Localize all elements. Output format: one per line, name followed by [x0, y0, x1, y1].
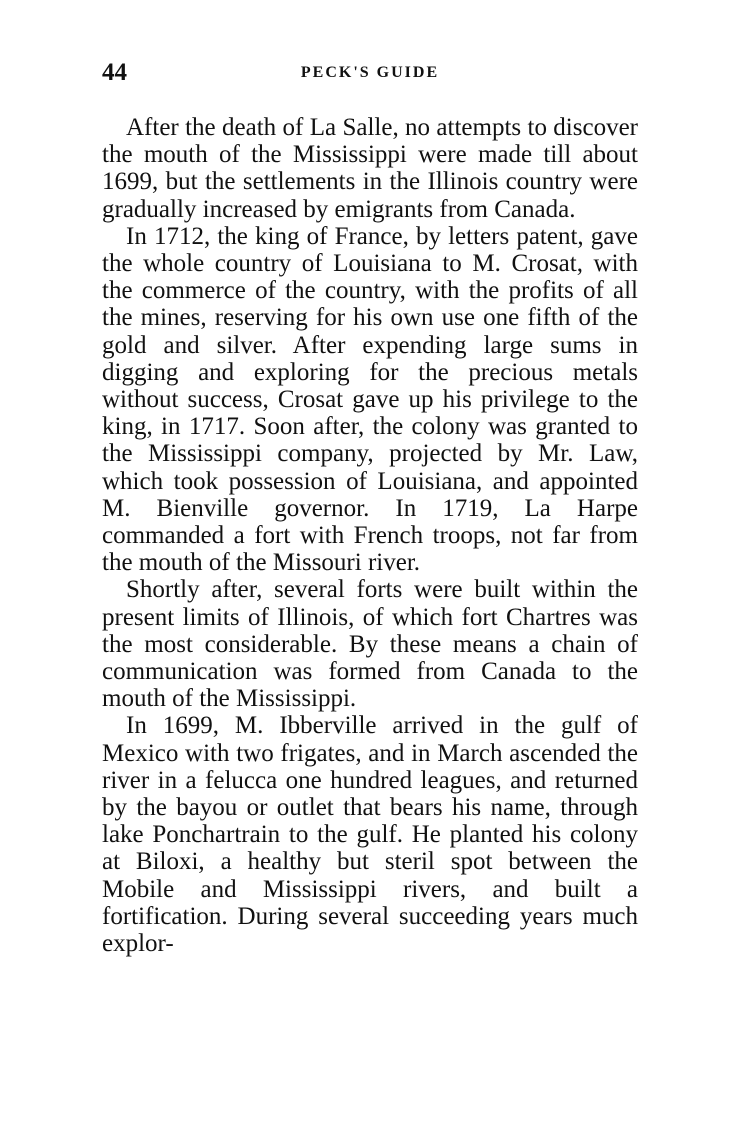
paragraph: After the death of La Salle, no attempts to discover the mouth of the Mississippi were made till about 1699, but the settlements in the Illinois country were gradually increased by emigrants from Canada.: [102, 114, 638, 223]
page-header: [102, 58, 638, 92]
running-head: PECK'S GUIDE: [300, 64, 440, 81]
paragraph: Shortly after, several forts were built within the present limits of Illinois, of which fort Chartres was the most considerable. By these means a chain of communication was formed from Canada to the mouth of the Mississippi.: [102, 576, 638, 713]
body-text: [102, 114, 638, 957]
page-number: 44: [102, 59, 127, 86]
paragraph: In 1712, the king of France, by letters patent, gave the whole country of Louisiana to M. Crosat, with the commerce of the country, with the profits of all the mines, reserving for his own use one fifth of the gold and silver. After expending large sums in digging and exploring for the precious metals without success, Crosat gave up his privilege to the king, in 1717. Soon after, the colony was granted to the Mississippi company, projected by Mr. Law, which took possession of Louisiana, and appointed M. Bienville governor. In 1719, La Harpe commanded a fort with French troops, not far from the mouth of the Missouri river.: [102, 222, 638, 577]
paragraph: In 1699, M. Ibberville arrived in the gulf of Mexico with two frigates, and in March ascended the river in a felucca one hundred leagues, and returned by the bayou or outlet that bears his name, through lake Ponchartrain to the gulf. He planted his colony at Biloxi, a healthy but steril spot between the Mobile and Mississippi rivers, and built a fortification. During several succeeding years much explor-: [102, 712, 638, 958]
